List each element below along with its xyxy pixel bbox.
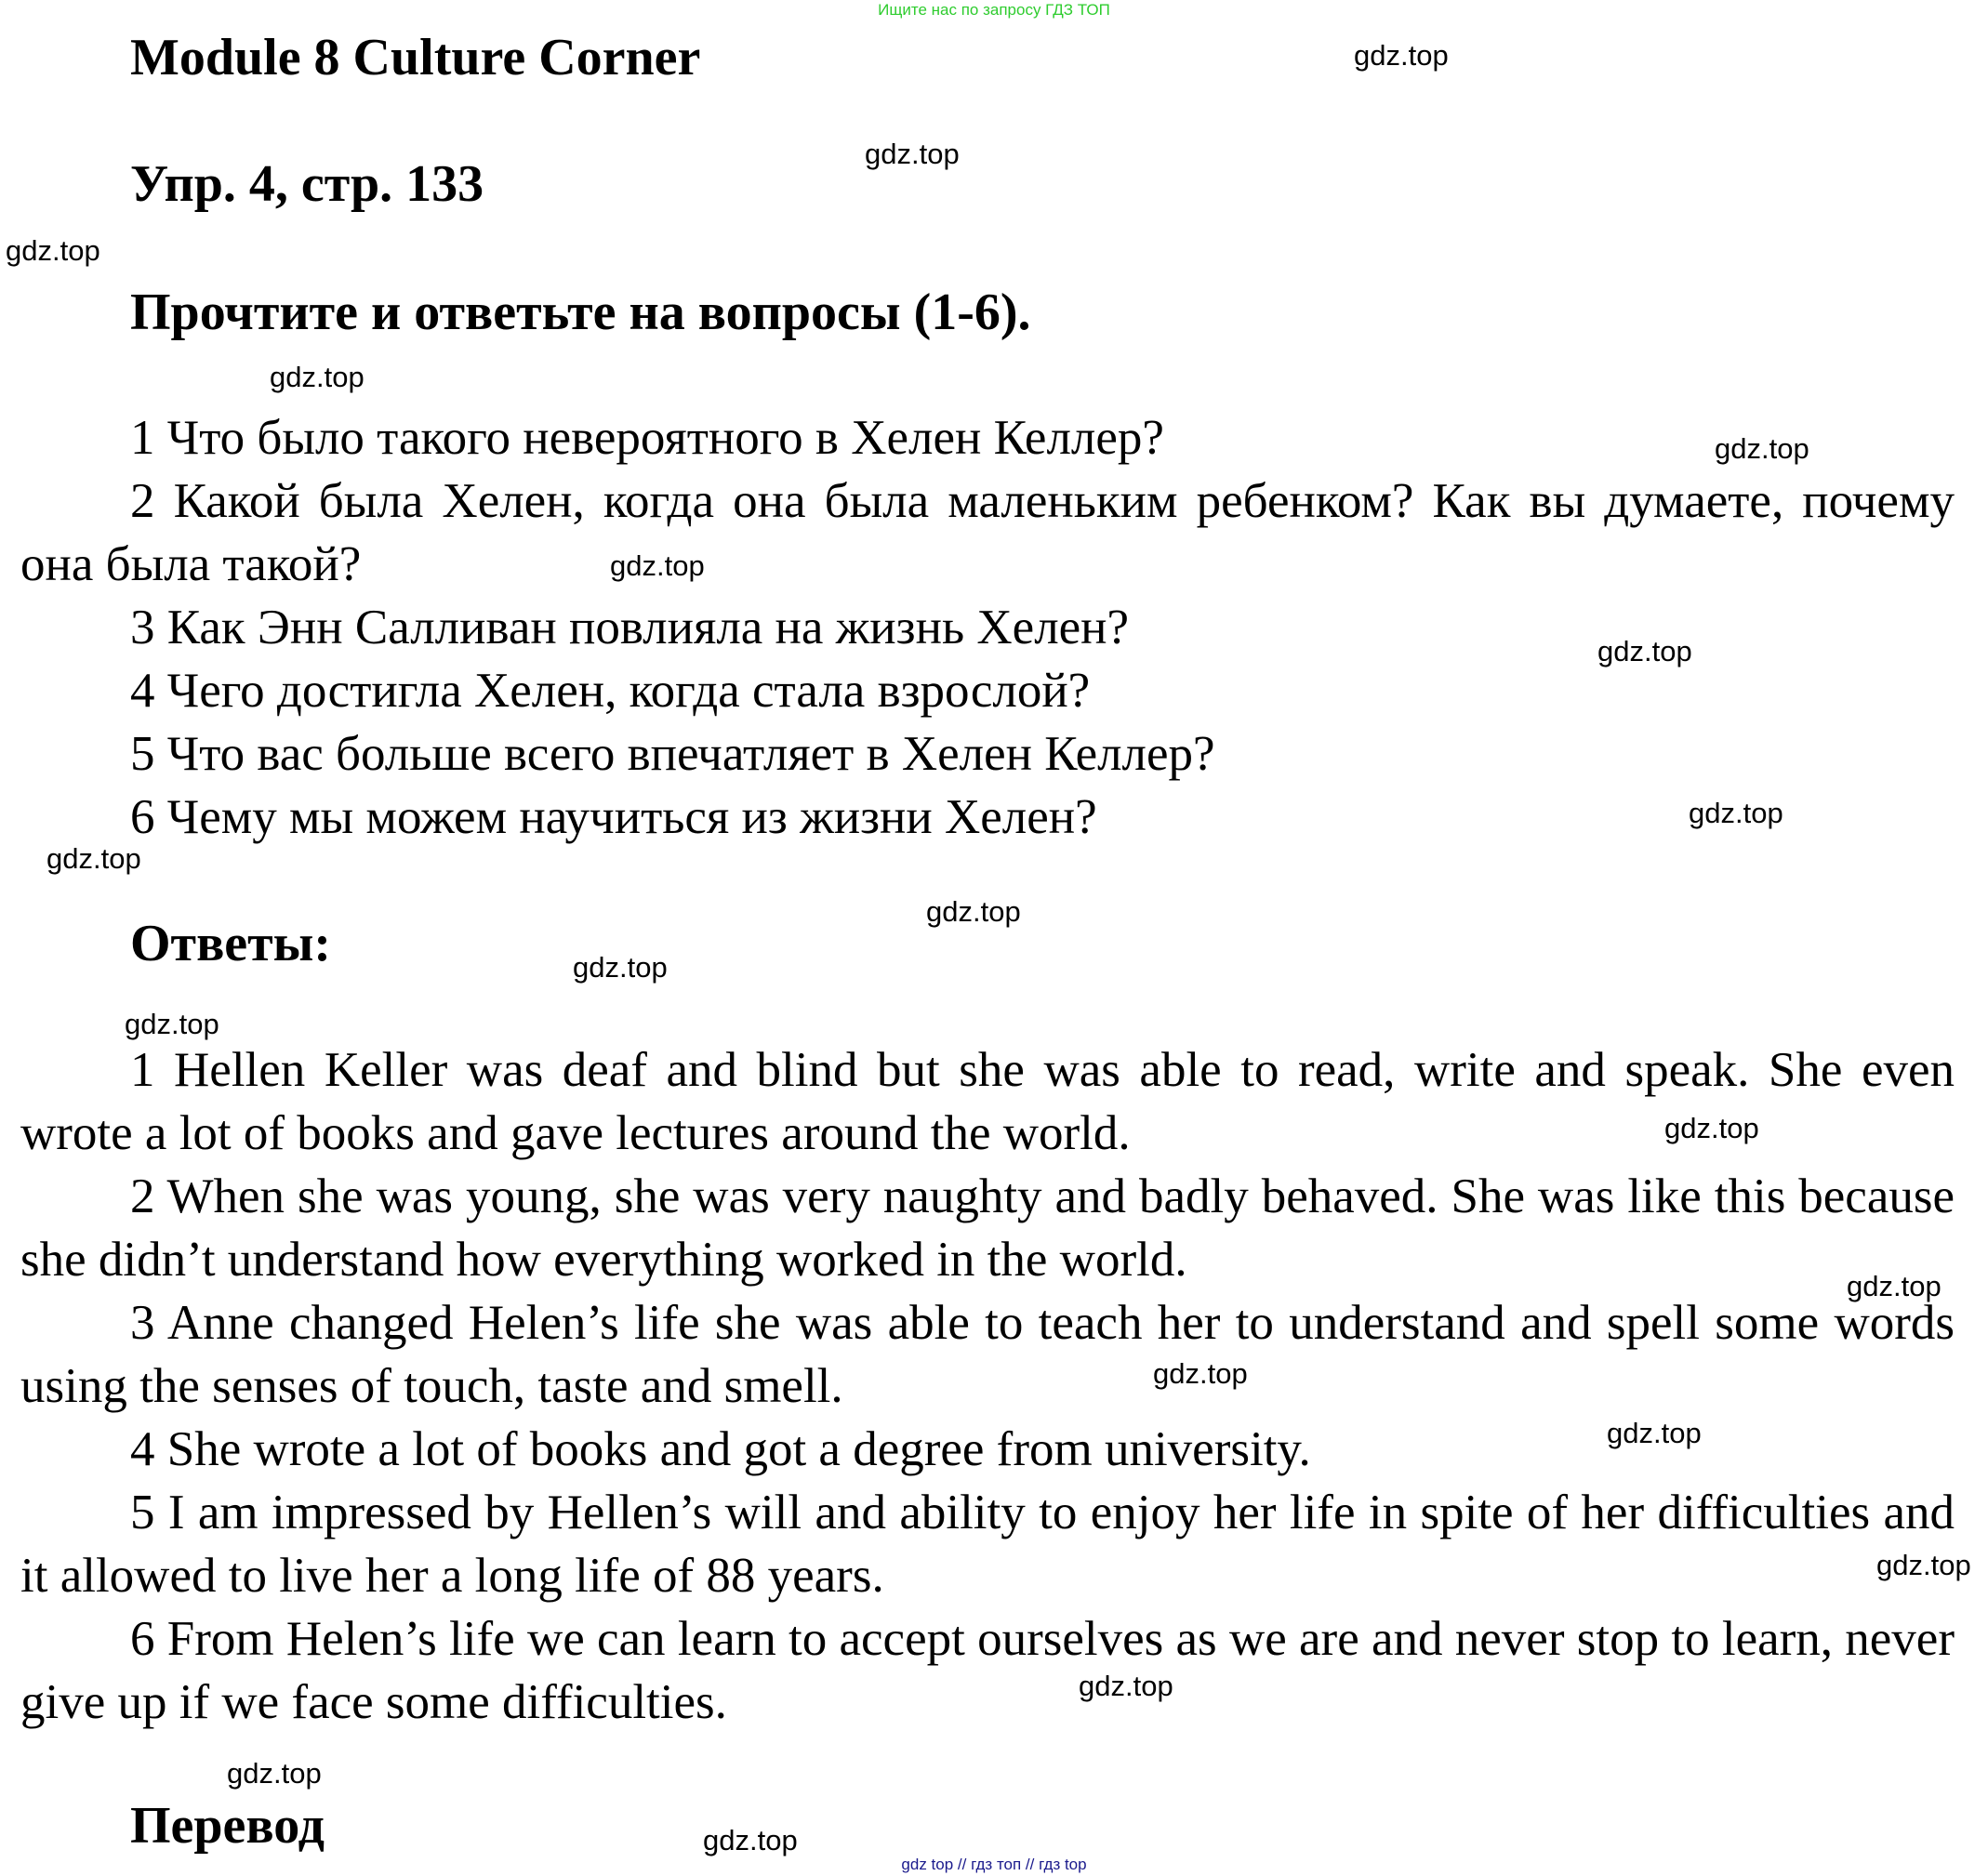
watermark: gdz.top [1689, 797, 1783, 829]
top-banner: Ищите нас по запросу ГДЗ ТОП [878, 1, 1110, 19]
answer-6: 6 From Helen’s life we can learn to accept ourselves as we are and never stop to learn, never give up if we face some difficulties. [20, 1612, 1955, 1729]
question-5: 5 Что вас больше всего впечатляет в Хелен Келлер? [130, 727, 1215, 781]
exercise-title: Упр. 4, стр. 133 [130, 155, 484, 213]
watermark: gdz.top [1715, 432, 1809, 465]
translation-heading: Перевод [130, 1797, 325, 1855]
answer-5: 5 I am impressed by Hellen’s will and ability to enjoy her life in spite of her difficulties and it allowed to live her a long life of 88 years. [20, 1486, 1955, 1603]
watermark: gdz.top [1876, 1549, 1971, 1581]
question-2: 2 Какой была Хелен, когда она была маленьким ребенком? Как вы думаете, почему она была такой? [20, 474, 1955, 591]
watermark: gdz.top [1079, 1670, 1173, 1702]
question-4: 4 Чего достигла Хелен, когда стала взрослой? [130, 664, 1091, 718]
answers-heading: Ответы: [130, 915, 332, 972]
question-6: 6 Чему мы можем научиться из жизни Хелен? [130, 790, 1097, 844]
watermark: gdz.top [1607, 1417, 1702, 1449]
watermark: gdz.top [1153, 1357, 1248, 1390]
question-3: 3 Как Энн Салливан повлияла на жизнь Хелен? [130, 601, 1130, 654]
watermark: gdz.top [926, 895, 1021, 928]
watermark: gdz.top [703, 1824, 798, 1856]
answer-1: 1 Hellen Keller was deaf and blind but she was able to read, write and speak. She even wrote a lot of books and gave lectures around the world. [20, 1043, 1955, 1160]
watermark: gdz.top [1597, 635, 1692, 667]
answer-4: 4 She wrote a lot of books and got a degree from university. [130, 1422, 1311, 1476]
watermark: gdz.top [1354, 39, 1449, 72]
watermark: gdz.top [1847, 1270, 1942, 1302]
watermark: gdz.top [865, 138, 960, 170]
watermark: gdz.top [1664, 1112, 1759, 1144]
answer-2: 2 When she was young, she was very naughty and badly behaved. She was like this because she didn’t understand how everything worked in the world. [20, 1169, 1955, 1287]
watermark: gdz.top [227, 1757, 322, 1790]
watermark: gdz.top [125, 1008, 219, 1040]
answer-3: 3 Anne changed Helen’s life she was able to teach her to understand and spell some words using the senses of touch, taste and smell. [20, 1296, 1955, 1413]
watermark: gdz.top [46, 842, 141, 875]
watermark: gdz.top [610, 549, 705, 582]
footer-watermark: gdz top // гдз топ // гдз top [901, 1856, 1087, 1873]
watermark: gdz.top [573, 951, 668, 984]
watermark: gdz.top [270, 361, 364, 393]
question-1: 1 Что было такого невероятного в Хелен Келлер? [130, 411, 1164, 465]
watermark: gdz.top [6, 234, 100, 267]
instruction-heading: Прочтите и ответьте на вопросы (1-6). [130, 284, 1031, 341]
module-title: Module 8 Culture Corner [130, 29, 701, 86]
